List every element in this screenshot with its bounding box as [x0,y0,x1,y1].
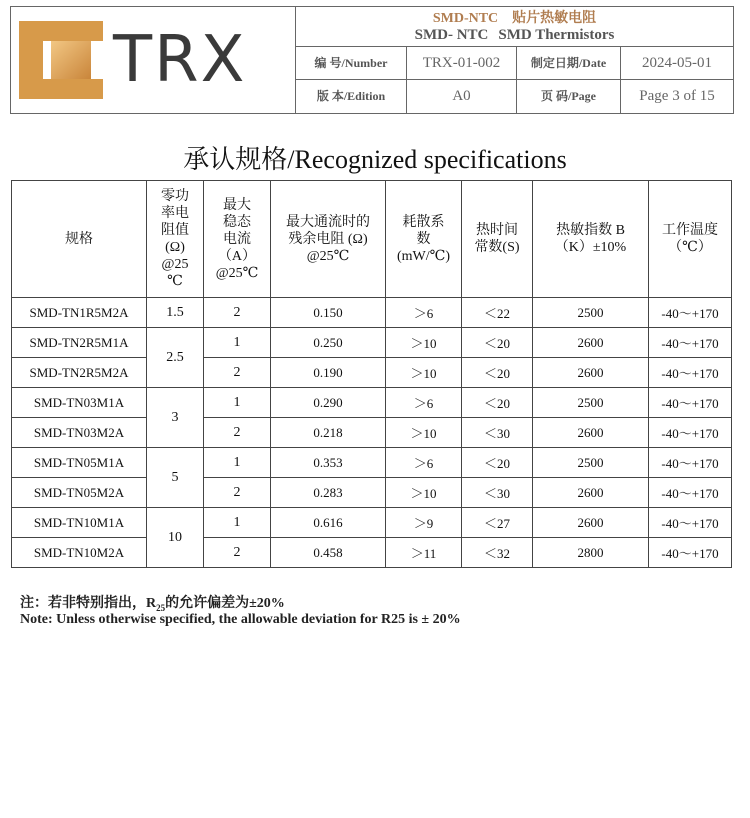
cell-residual-resistance: 0.150 [271,298,386,328]
cell-r25: 3 [147,388,204,448]
table-row [12,358,732,388]
cell-operating-temp: -40～+170 [649,448,732,478]
cell-time-constant: ＜32 [462,538,533,568]
cell-time-constant: ＜20 [462,358,533,388]
cell-max-current: 1 [204,328,271,358]
cell-time-constant: ＜30 [462,418,533,448]
header-line: 最大 [223,197,251,213]
cell-operating-temp: -40～+170 [649,328,732,358]
cell-max-current: 2 [204,538,271,568]
header-max-current [204,181,271,298]
table-header-row [12,181,732,298]
header-line: @25 [161,257,189,272]
cell-b-value: 2500 [533,298,649,328]
number-label: 编 号/Number [296,47,407,80]
cell-time-constant: ＜22 [462,298,533,328]
logo-brand-text: TRX [113,23,247,97]
title-en-left: SMD- NTC [414,27,489,43]
edition-value: A0 [407,80,517,113]
header-model: 规格 [12,181,147,298]
cell-operating-temp: -40～+170 [649,298,732,328]
cell-model: SMD-TN03M1A [12,388,147,418]
cell-operating-temp: -40～+170 [649,358,732,388]
header-line: 最大通流时的 [286,214,370,230]
table-row [12,388,732,418]
cell-r25: 1.5 [147,298,204,328]
cell-residual-resistance: 0.290 [271,388,386,418]
cell-r25: 2.5 [147,328,204,388]
cell-operating-temp: -40～+170 [649,478,732,508]
cell-b-value: 2500 [533,448,649,478]
cell-max-current: 2 [204,478,271,508]
cell-residual-resistance: 0.283 [271,478,386,508]
document-title-block [296,7,733,47]
table-row [12,298,732,328]
table-row [12,478,732,508]
cell-time-constant: ＜20 [462,328,533,358]
header-line: （K）±10% [554,240,627,255]
cell-dissipation: ＞10 [386,418,462,448]
date-value: 2024-05-01 [642,55,712,71]
header-residual-resistance [271,181,386,298]
cell-operating-temp: -40～+170 [649,418,732,448]
header-line: 残余电阻 (Ω) [288,231,368,247]
page-value: Page 3 of 15 [639,88,715,104]
cell-model: SMD-TN05M2A [12,478,147,508]
cell-b-value: 2800 [533,538,649,568]
cell-dissipation: ＞10 [386,478,462,508]
cell-model: SMD-TN05M1A [12,448,147,478]
header-time-constant [462,181,533,298]
cell-operating-temp: -40～+170 [649,508,732,538]
logo-mark-icon [19,21,103,99]
header-line: 热敏指数 B [556,223,625,238]
header-line: (mW/℃) [397,248,450,264]
note-chinese: 注：若非特别指出，$R_{25}$的允许偏差为±20% [20,596,285,613]
cell-max-current: 1 [204,388,271,418]
table-row [12,448,732,478]
document-header [10,6,734,114]
header-line: 工作温度 [662,223,718,238]
page-label: 页 码/Page [517,80,621,113]
cell-model: SMD-TN10M1A [12,508,147,538]
header-line: 常数(S) [474,240,520,255]
number-value: TRX-01-002 [407,47,517,80]
cell-r25: 5 [147,448,204,508]
cell-max-current: 2 [204,358,271,388]
title-cn-right: 贴片热敏电阻 [512,11,597,26]
header-r25 [147,181,204,298]
cell-model: SMD-TN03M2A [12,418,147,448]
cell-dissipation: ＞6 [386,448,462,478]
spec-table [11,180,732,568]
cell-time-constant: ＜20 [462,448,533,478]
title-chinese [296,10,733,27]
cell-b-value: 2600 [533,358,649,388]
cell-residual-resistance: 0.353 [271,448,386,478]
cell-b-value: 2600 [533,508,649,538]
cell-operating-temp: -40～+170 [649,388,732,418]
cell-model: SMD-TN2R5M1A [12,328,147,358]
header-line: 耗散系 [402,214,445,230]
cell-residual-resistance: 0.250 [271,328,386,358]
cell-max-current: 2 [204,298,271,328]
header-line: @25℃ [215,265,259,281]
title-en-right: SMD Thermistors [498,27,615,43]
header-line: 电流 [223,231,251,247]
cell-time-constant: ＜20 [462,388,533,418]
cell-residual-resistance: 0.458 [271,538,386,568]
company-logo [11,7,296,113]
cell-dissipation: ＞6 [386,388,462,418]
header-line: ℃ [167,274,183,289]
cell-dissipation: ＞10 [386,358,462,388]
header-line: （A） [217,248,257,264]
cell-model: SMD-TN1R5M2A [12,298,147,328]
header-line: 数 [416,231,431,247]
cell-time-constant: ＜27 [462,508,533,538]
header-line: 零功 [161,189,189,204]
header-line: 热时间 [476,223,518,238]
cell-model: SMD-TN10M2A [12,538,147,568]
header-line: 稳态 [223,214,251,230]
cell-residual-resistance: 0.616 [271,508,386,538]
cell-dissipation: ＞11 [386,538,462,568]
note-english: Note: Unless otherwise specified, the allowable deviation for R25 is ± 20% [20,612,461,627]
cell-b-value: 2600 [533,478,649,508]
cell-dissipation: ＞9 [386,508,462,538]
cell-r25: 10 [147,508,204,568]
cell-max-current: 2 [204,418,271,448]
date-label: 制定日期/Date [517,47,621,80]
cell-model: SMD-TN2R5M2A [12,358,147,388]
cell-time-constant: ＜30 [462,478,533,508]
cell-residual-resistance: 0.190 [271,358,386,388]
table-row [12,538,732,568]
header-dissipation [386,181,462,298]
section-title: 承认规格/Recognized specifications [183,145,567,174]
table-body [12,298,732,568]
cell-residual-resistance: 0.218 [271,418,386,448]
table-row [12,328,732,358]
table-row [12,508,732,538]
cell-max-current: 1 [204,508,271,538]
header-operating-temp [649,181,732,298]
title-cn-left: SMD-NTC [432,11,499,26]
edition-label: 版 本/Edition [296,80,407,113]
cell-max-current: 1 [204,448,271,478]
header-line: 阻值 [161,223,189,238]
header-b-value [533,181,649,298]
meta-row-edition-page [296,80,733,113]
title-english [296,27,733,44]
table-row [12,418,732,448]
cell-dissipation: ＞6 [386,298,462,328]
cell-b-value: 2500 [533,388,649,418]
header-line: @25℃ [306,248,350,264]
cell-b-value: 2600 [533,328,649,358]
header-line: 率电 [161,206,189,221]
header-line: (Ω) [165,240,185,255]
meta-row-number-date [296,47,733,80]
cell-operating-temp: -40～+170 [649,538,732,568]
header-line: （℃） [668,240,712,255]
cell-dissipation: ＞10 [386,328,462,358]
cell-b-value: 2600 [533,418,649,448]
